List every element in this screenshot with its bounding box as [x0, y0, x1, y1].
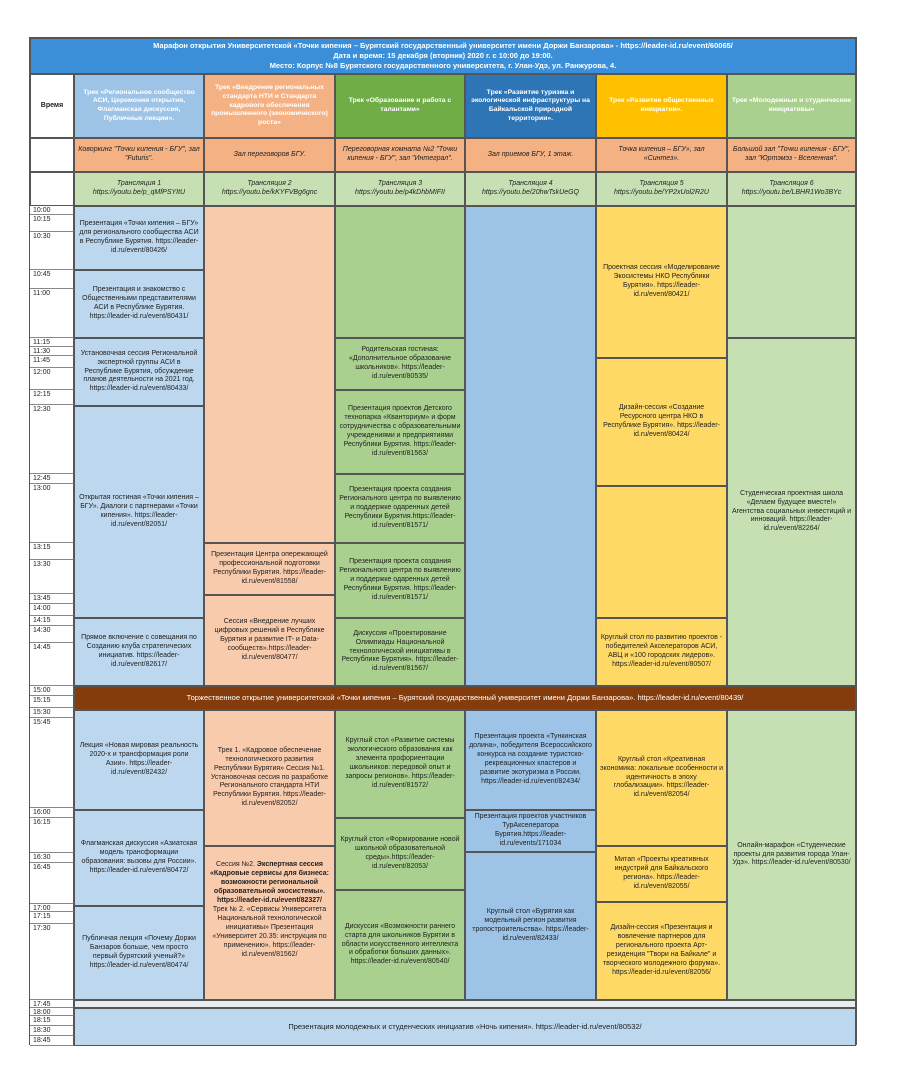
time-slot: 10:30 [30, 232, 74, 270]
time-slot: 17:30 [30, 924, 74, 1000]
opening-ceremony[interactable]: Торжественное открытие университетской «Точки кипения – Бурятский государственный университет имени Доржи Банзарова». https://leader-id.ru/event/80439/ [74, 686, 856, 710]
session-c3-8[interactable]: Дискуссия «Возможности раннего старта для школьников Бурятии в области искусственного интеллекта и обработки больших данных». https://leader-id.ru/event/80540/ [335, 890, 465, 1000]
stream-link[interactable]: https://youtu.be/20hwTskUeGQ [481, 189, 579, 196]
time-slot: 13:15 [30, 543, 74, 560]
time-slot: 16:45 [30, 863, 74, 904]
time-slot: 14:30 [30, 626, 74, 643]
session-c1-1[interactable]: Презентация «Точки кипения – БГУ» для регионального сообщества АСИ в Республике Бурятия. https://leader-id.ru/event/80426/ [74, 206, 204, 270]
time-slot: 11:15 [30, 338, 74, 347]
session-c2-4-prefix: Сессия №2. [216, 861, 257, 868]
session-c3-5[interactable]: Дискуссия «Проектирование Олимпиады Национальной технологической инициативы в Республике Бурятия». https://leader-id.ru/event/81567/ [335, 618, 465, 686]
time-slot: 18:15 [30, 1016, 74, 1026]
session-c2-3[interactable]: Трек 1. «Кадровое обеспечение технологического развития Республики Бурятия» Сессия №1. Установочная сессия по разработке Регионального стандарта НТИ Республики Бурятия. https://leader-id.ru/event/82052/ [204, 710, 335, 846]
time-slot: 17:15 [30, 912, 74, 924]
time-column-header: Время [30, 74, 74, 138]
session-c6-2[interactable]: Онлайн-марафон «Студенческие проекты для развития города Улан-Удэ». https://leader-id.ru/event/80530/ [727, 710, 856, 1000]
session-c4-3[interactable]: Круглый стол «Бурятия как модельный регион развития тропостроительства». https://leader-id.ru/event/82433/ [465, 852, 596, 1000]
session-c5-1[interactable]: Проектная сессия «Моделирование Экосистемы НКО Республики Бурятия». https://leader-id.ru/event/80421/ [596, 206, 727, 358]
session-c3-4[interactable]: Презентация проекта создания Регионального центра по выявлению и поддержке одаренных детей Республики Бурятия. https://leader-id.ru/event/81571/ [335, 543, 465, 618]
track-1-room: Коворкинг "Точки кипения - БГУ", зал "Futuris". [74, 138, 204, 172]
header-line-1: Марафон открытия Университетской «Точки кипения – Бурятский государственный университет имени Доржи Банзарова» - https://leader-id.ru/event/60065/ [153, 40, 733, 50]
time-slot: 18:00 [30, 1008, 74, 1016]
session-c6-1[interactable]: Студенческая проектная школа «Делаем будущее вместе!» Агентства социальных инвестиций и инноваций. https://leader-id.ru/event/82264/ [727, 338, 856, 686]
track-4-title: Трек «Развитие туризма и экологической инфраструктуры на Байкальской природной территории». [465, 74, 596, 138]
session-c5-5[interactable]: Митап «Проекты креативных индустрий для Байкальского региона». https://leader-id.ru/event/82055/ [596, 846, 727, 902]
track-1-stream[interactable] [74, 172, 204, 206]
time-slot: 16:30 [30, 853, 74, 863]
time-slot: 18:45 [30, 1036, 74, 1046]
time-slot: 16:15 [30, 818, 74, 853]
header-line-3: Место: Корпус №8 Бурятского государственного университета, г. Улан-Удэ, ул. Ранжурова, 4. [269, 61, 617, 71]
time-slot: 10:45 [30, 270, 74, 289]
session-c3-6[interactable]: Круглый стол «Развитие системы экологического образования как элемента профориентации школьников: передовой опыт и запросы регионов». https://leader-id.ru/event/81572/ [335, 710, 465, 818]
track-2-room: Зал переговоров БГУ. [204, 138, 335, 172]
track-3-stream[interactable] [335, 172, 465, 206]
session-c3-7[interactable]: Круглый стол «Формирование новой школьной образовательной среды».https://leader-id.ru/event/82053/ [335, 818, 465, 890]
session-c2-2[interactable]: Сессия «Внедрение лучших цифровых решений в Республике Бурятия и развитие IT- и Data-сообществ».https://leader-id.ru/event/80477/ [204, 595, 335, 686]
time-slot: 13:30 [30, 560, 74, 594]
session-c6-empty [727, 206, 856, 338]
track-2-title: Трек «Внедрение региональных стандарта НТИ и Стандарта кадрового обеспечения промышленного (экономического) роста» [204, 74, 335, 138]
stream-link[interactable]: https://youtu.be/kKYFVBg6gnc [221, 189, 318, 196]
session-c4-empty [465, 206, 596, 686]
time-slot: 11:30 [30, 347, 74, 356]
time-slot: 15:30 [30, 708, 74, 718]
time-slot: 15:45 [30, 718, 74, 808]
time-slot: 14:15 [30, 616, 74, 626]
time-slot: 14:00 [30, 604, 74, 616]
evening-event[interactable]: Презентация молодежных и студенческих инициатив «Ночь кипения». https://leader-id.ru/event/80532/ [74, 1008, 856, 1046]
time-slot: 15:15 [30, 696, 74, 708]
time-slot: 12:45 [30, 474, 74, 484]
time-slot: 13:45 [30, 594, 74, 604]
session-c3-2[interactable]: Презентация проектов Детского технопарка «Кванториум» и форм сотрудничества с образовательными учреждениями и предприятиями Республики Бурятия. https://leader-id.ru/event/81563/ [335, 390, 465, 474]
time-slot: 18:30 [30, 1026, 74, 1036]
time-slot: 14:45 [30, 643, 74, 686]
time-slot: 17:00 [30, 904, 74, 912]
stream-title: Трансляция 2 [247, 180, 292, 188]
time-slot: 11:00 [30, 289, 74, 338]
track-5-stream[interactable] [596, 172, 727, 206]
time-slot: 12:00 [30, 368, 74, 390]
session-c5-empty [596, 486, 727, 618]
time-slot: 13:00 [30, 484, 74, 543]
session-c1-7[interactable]: Флагманская дискуссия «Азиатская модель трансформации образования: вызовы для России». https://leader-id.ru/event/80472/ [74, 810, 204, 906]
time-slot: 12:30 [30, 405, 74, 474]
track-6-title: Трек «Молодежные и студенческие инициативы» [727, 74, 856, 138]
stream-title: Трансляция 6 [769, 180, 814, 188]
header-line-2: Дата и время: 15 декабря (вторник) 2020 г. с 10:00 до 19:00. [333, 50, 553, 60]
track-5-title: Трек «Развитие общественных инициатив». [596, 74, 727, 138]
session-c1-3[interactable]: Установочная сессия Региональной экспертной группы АСИ в Республике Бурятия, обсуждение планов деятельности на 2021 год. https://leader-id.ru/event/80433/ [74, 338, 204, 406]
session-c5-6[interactable]: Дизайн-сессия «Презентация и вовлечение партнеров для регионального проекта Арт-резиденция "Твори на Байкале" и творческого молодежного форума». https://leader-id.ru/event/82056/ [596, 902, 727, 1000]
track-4-room: Зал приемов БГУ, 1 этаж. [465, 138, 596, 172]
time-slot: 15:00 [30, 686, 74, 696]
time-slot: 16:00 [30, 808, 74, 818]
track-3-title: Трек «Образование и работа с талантами» [335, 74, 465, 138]
stream-title: Трансляция 5 [639, 180, 684, 188]
track-1-title: Трек «Региональное сообщество АСИ, Церемония открытия, Флагманская дискуссия, Публичные лекции». [74, 74, 204, 138]
stream-link[interactable]: https://youtu.be/LBHR1Wo3BYc [741, 189, 842, 196]
stream-title: Трансляция 3 [377, 180, 423, 188]
track-4-stream[interactable] [465, 172, 596, 206]
session-c4-2[interactable]: Презентация проектов участников ТурАкселератора Бурятия.https://leader-id.ru/events/171034 [465, 810, 596, 852]
session-c3-1[interactable]: Родительская гостиная: «Дополнительное образование школьников». https://leader-id.ru/event/80535/ [335, 338, 465, 390]
session-c3-3[interactable]: Презентация проекта создания Регионального центра по выявлению и поддержке одаренных детей Республики Бурятия.https://leader-id.ru/event/81571/ [335, 474, 465, 543]
session-c1-6[interactable]: Лекция «Новая мировая реальность 2020-х и трансформация роли Азии». https://leader-id.ru/event/82432/ [74, 710, 204, 810]
session-c1-4[interactable]: Открытая гостиная «Точки кипения – БГУ». Диалоги с партнерами «Точки кипения». https://leader-id.ru/event/82051/ [74, 406, 204, 618]
session-c1-8[interactable]: Публичная лекция «Почему Доржи Банзаров больше, чем просто первый бурятский ученый?» https://leader-id.ru/event/80474/ [74, 906, 204, 1000]
session-c1-2[interactable]: Презентация и знакомство с Общественными представителями АСИ в Республике Бурятия. https://leader-id.ru/event/80431/ [74, 270, 204, 338]
session-c2-1[interactable]: Презентация Центра опережающей профессиональной подготовки Республики Бурятия. https://leader-id.ru/event/81558/ [204, 543, 335, 595]
time-slot: 10:15 [30, 215, 74, 232]
time-slot: 17:45 [30, 1000, 74, 1008]
page-header [30, 38, 856, 74]
session-c2-4-title: Экспертная сессия «Кадровые сервисы для бизнеса: возможности региональной образовательной экосистемы». https://leader-id.ru/event/82327/ [210, 861, 329, 904]
session-c2-4-extra: Трек № 2. «Сервисы Университета Национальной технологической инициативы» Презентация «Университет 20.35: инструкция по применению». https://leader-id.ru/event/81562/ [212, 905, 327, 958]
track-2-stream[interactable] [204, 172, 335, 206]
track-6-room: Большой зал "Точки кипения - БГУ", зал "Юртэмэз - Вселенная". [727, 138, 856, 172]
stream-link[interactable]: https://youtu.be/p4kDhbMIFII [355, 189, 445, 196]
track-3-room: Переговорная комната №2 "Точки кипения - БГУ", зал "Интеграл". [335, 138, 465, 172]
schedule-sheet [29, 37, 857, 1045]
stream-title: Трансляция 1 [116, 180, 162, 188]
session-c1-5[interactable]: Прямое включение с совещания по Созданию клуба стратегических инициатив. https://leader-id.ru/event/82617/ [74, 618, 204, 686]
session-c5-2[interactable]: Дизайн-сессия «Создание Ресурсного центра НКО в Республике Бурятия». https://leader-id.ru/event/80424/ [596, 358, 727, 486]
session-c2-empty [204, 206, 335, 543]
session-c5-3[interactable]: Круглый стол по развитию проектов - победителей Акселераторов АСИ, АВЦ и «100 городских лидеров». https://leader-id.ru/event/80507/ [596, 618, 727, 686]
track-5-room: Точка кипения – БГУ», зал «Синтез». [596, 138, 727, 172]
time-slot: 12:15 [30, 390, 74, 405]
stream-title: Трансляция 4 [508, 180, 553, 188]
time-blank-cell [30, 172, 74, 206]
stream-link[interactable]: https://youtu.be/p_qMfPSYItU [92, 189, 186, 196]
session-c2-4[interactable] [204, 846, 335, 1000]
session-c4-1[interactable]: Презентация проекта «Тункинская долина», победителя Всероссийского конкурса на создание туристско-рекреационных кластеров и развитие экотуризма в России. https://leader-id.ru/event/82434/ [465, 710, 596, 810]
blank-row-1745 [74, 1000, 856, 1008]
time-blank-cell [30, 138, 74, 172]
stream-link[interactable]: https://youtu.be/YP2xUol2R2U [614, 189, 709, 196]
session-c3-empty [335, 206, 465, 338]
session-c5-4[interactable]: Круглый стол «Креативная экономика: локальные особенности и идентичность в эпоху глобализации». https://leader-id.ru/event/82054/ [596, 710, 727, 846]
time-slot: 11:45 [30, 356, 74, 368]
time-slot: 10:00 [30, 206, 74, 215]
track-6-stream[interactable] [727, 172, 856, 206]
